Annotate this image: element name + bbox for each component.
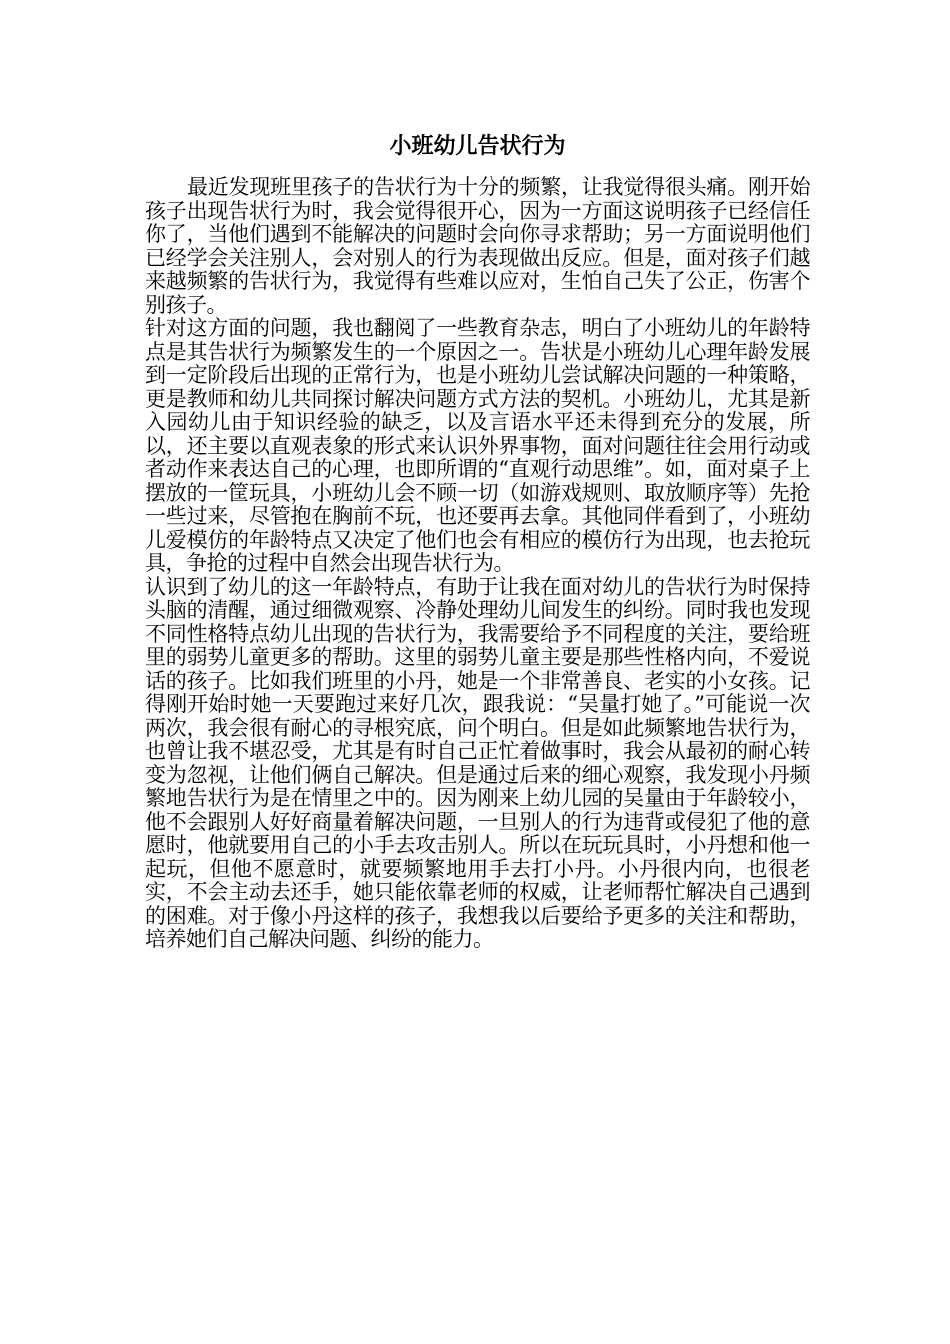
document-title: 小班幼儿告状行为 bbox=[389, 133, 566, 159]
paragraph-1: 最近发现班里孩子的告状行为十分的频繁，让我觉得很头痛。刚开始孩子出现告状行为时，我会觉得很开心，因为一方面这说明孩子已经信任你了，当他们遇到不能解决的问题时会向你寻求帮助；另一方面说明他们已经学会关注别人，会对别人的行为表现做出反应。但是，面对孩子们越来越频繁的告状行为，我觉得有些难以应对，生怕自己失了公正，伤害个别孩子。 bbox=[145, 175, 810, 317]
document-page bbox=[145, 128, 810, 952]
paragraph-3: 认识到了幼儿的这一年龄特点，有助于让我在面对幼儿的告状行为时保持头脑的清醒，通过细微观察、冷静处理幼儿间发生的纠纷。同时我也发现不同性格特点幼儿出现的告状行为，我需要给予不同程度的关注，要给班里的弱势儿童更多的帮助。这里的弱势儿童主要是那些性格内向，不爱说话的孩子。比如我们班里的小丹，她是一个非常善良、老实的小女孩。记得刚开始时她一天要跑过来好几次，跟我说：“吴量打她了。”可能说一次两次，我会很有耐心的寻根究底，问个明白。但是如此频繁地告状行为，也曾让我不堪忍受，尤其是有时自己正忙着做事时，我会从最初的耐心转变为忽视，让他们俩自己解决。但是通过后来的细心观察，我发现小丹频繁地告状行为是在情里之中的。因为刚来上幼儿园的吴量由于年龄较小，他不会跟别人好好商量着解决问题，一旦别人的行为违背或侵犯了他的意愿时，他就要用自己的小手去攻击别人。所以在玩玩具时，小丹想和他一起玩，但他不愿意时，就要频繁地用手去打小丹。小丹很内向，也很老实，不会主动去还手，她只能依靠老师的权威，让老师帮忙解决自己遇到的困难。对于像小丹这样的孩子，我想我以后要给予更多的关注和帮助，培养她们自己解决问题、纠纷的能力。 bbox=[145, 574, 810, 951]
paragraph-2: 针对这方面的问题，我也翻阅了一些教育杂志，明白了小班幼儿的年龄特点是其告状行为频繁发生的一个原因之一。告状是小班幼儿心理年龄发展到一定阶段后出现的正常行为，也是小班幼儿尝试解决问题的一种策略，更是教师和幼儿共同探讨解决问题方式方法的契机。小班幼儿，尤其是新入园幼儿由于知识经验的缺乏，以及言语水平还未得到充分的发展，所以，还主要以直观表象的形式来认识外界事物，面对问题往往会用行动或者动作来表达自己的心理，也即所谓的“直观行动思维”。如，面对桌子上摆放的一筐玩具，小班幼儿会不顾一切（如游戏规则、取放顺序等）先抢一些过来，尽管抱在胸前不玩，也还要再去拿。其他同伴看到了，小班幼儿爱模仿的年龄特点又决定了他们也会有相应的模仿行为出现，也去抢玩具，争抢的过程中自然会出现告状行为。 bbox=[145, 316, 810, 575]
